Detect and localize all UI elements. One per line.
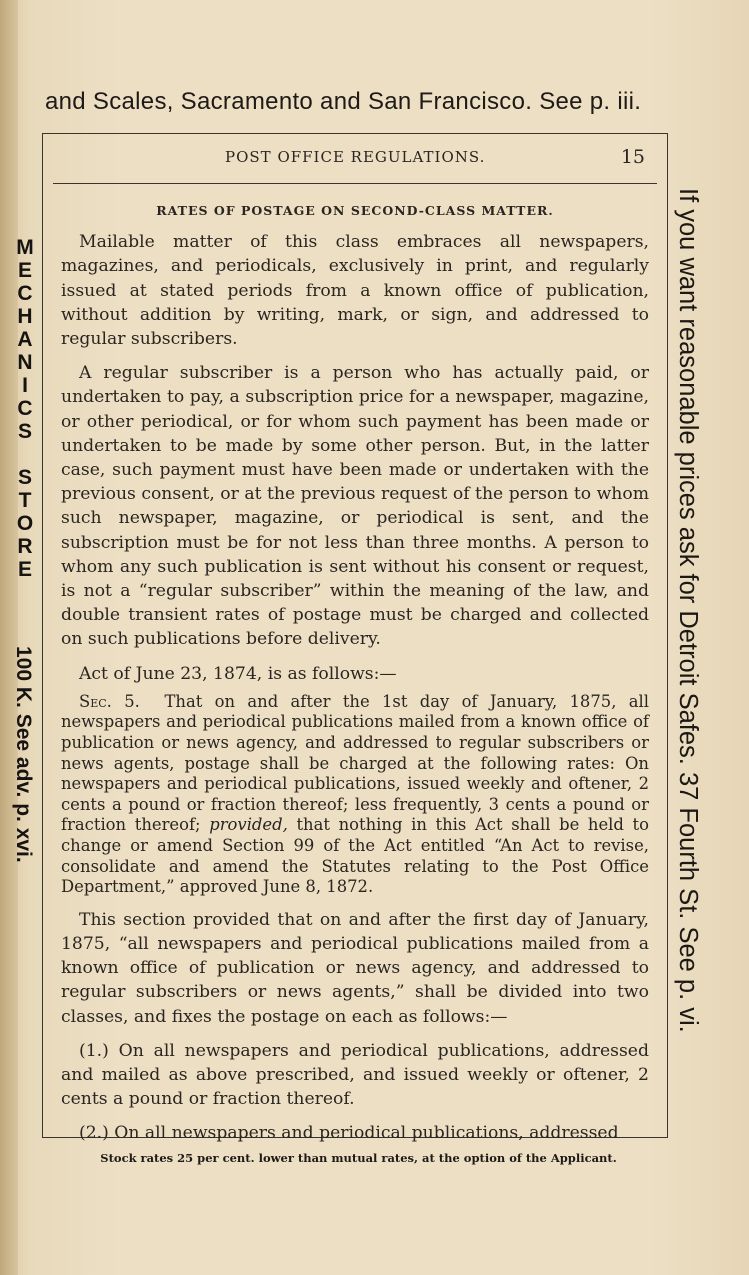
page-number: 15 bbox=[620, 146, 645, 168]
left-margin-letter: S bbox=[17, 420, 32, 443]
left-margin-vertical-letters bbox=[10, 236, 40, 581]
top-advertisement: and Scales, Sacramento and San Francisco. See p. iii. bbox=[45, 88, 642, 115]
section-text-part-2: that nothing in this Act shall be held to change or amend Section 99 of the Act entitled “An Act to revise, consolidate and amend the Statutes relating to the Post Office Department,” approved June 8, 1872. bbox=[61, 815, 649, 897]
left-margin-letter: R bbox=[17, 535, 33, 558]
left-margin-letter: M bbox=[16, 236, 34, 259]
left-margin-letter: T bbox=[18, 489, 32, 512]
left-margin-advertisement bbox=[10, 236, 40, 863]
running-header bbox=[55, 148, 657, 172]
page-frame bbox=[42, 133, 668, 1144]
right-margin-text: If you want reasonable prices ask for Detroit Safes. 37 Fourth St. See p. vi. bbox=[674, 188, 702, 1033]
footer-advertisement: Stock rates 25 per cent. lower than mutual rates, at the option of the Applicant. bbox=[100, 1151, 617, 1165]
left-margin-letter: E bbox=[17, 259, 32, 282]
header-rule bbox=[53, 183, 657, 184]
act-section-quote bbox=[61, 692, 649, 898]
left-margin-letter: I bbox=[22, 374, 28, 397]
paragraph-class-one: (1.) On all newspapers and periodical publications, addressed and mailed as above prescribed, and issued weekly or oftener, 2 cents a pound or fraction thereof. bbox=[61, 1040, 649, 1110]
paragraph-class-two: (2.) On all newspapers and periodical publications, addressed bbox=[79, 1123, 619, 1144]
left-margin-letter: H bbox=[17, 305, 33, 328]
paragraph-section-provided: This section provided that on and after the first day of January, 1875, “all newspapers and periodical publications mailed from a known office of publication or news agency, and addressed to regular subscribers or news agents,” shall be divided into two classes, and fixes the postage on each as follows:— bbox=[61, 909, 649, 1027]
paragraph-mailable-matter: Mailable matter of this class embraces all newspapers, magazines, and periodicals, exclusively in print, and regularly issued at stated periods from a known office of publication, without addition by writing, mark, or sign, and addressed to regular subscribers. bbox=[61, 232, 649, 350]
left-margin-rotated-text: 100 K. See adv. p. xvi. bbox=[12, 646, 35, 863]
left-margin-letter: C bbox=[17, 397, 33, 420]
section-text-part-1: That on and after the 1st day of January, 1875, all newspapers and periodical publications mailed from a known office of publication or news agency, and addressed to regular subscribers or news agents, postage shall be charged at the following rates: On newspapers and periodical publications, issued weekly and oftener, 2 cents a pound or fraction thereof; less frequently, 3 cents a pound or fraction thereof; bbox=[61, 691, 649, 835]
paragraph-regular-subscriber: A regular subscriber is a person who has actually paid, or undertaken to pay, a subscription price for a newspaper, magazine, or other periodical, or for whom such payment has been made or undertaken to be made by some other person. But, in the latter case, such payment must have been made or undertaken with the previous consent, or at the previous request of the person to whom such newspaper, magazine, or periodical is sent, and the subscription must be for not less than three months. A person to whom any such publication is sent without his consent or request, is not a “regular subscriber” within the meaning of the law, and double transient rates of postage must be charged and collected on such publications before delivery. bbox=[61, 363, 649, 650]
page-edge bbox=[0, 0, 18, 1275]
left-margin-letter: S bbox=[17, 466, 32, 489]
section-heading: RATES OF POSTAGE ON SECOND-CLASS MATTER. bbox=[156, 203, 554, 218]
left-margin-letter: E bbox=[17, 558, 32, 581]
provided-word: provided, bbox=[209, 815, 288, 835]
right-margin-advertisement bbox=[674, 188, 730, 1088]
left-margin-letter bbox=[10, 443, 40, 466]
left-margin-letter: C bbox=[17, 282, 33, 305]
act-citation: Act of June 23, 1874, is as follows:— bbox=[79, 663, 397, 684]
page-content bbox=[61, 199, 649, 1156]
left-margin-letter: O bbox=[16, 512, 34, 535]
section-label: Sec. 5. bbox=[79, 691, 140, 711]
left-margin-letter: A bbox=[17, 328, 33, 351]
header-title: POST OFFICE REGULATIONS. bbox=[225, 148, 486, 166]
left-margin-letter: N bbox=[17, 351, 33, 374]
